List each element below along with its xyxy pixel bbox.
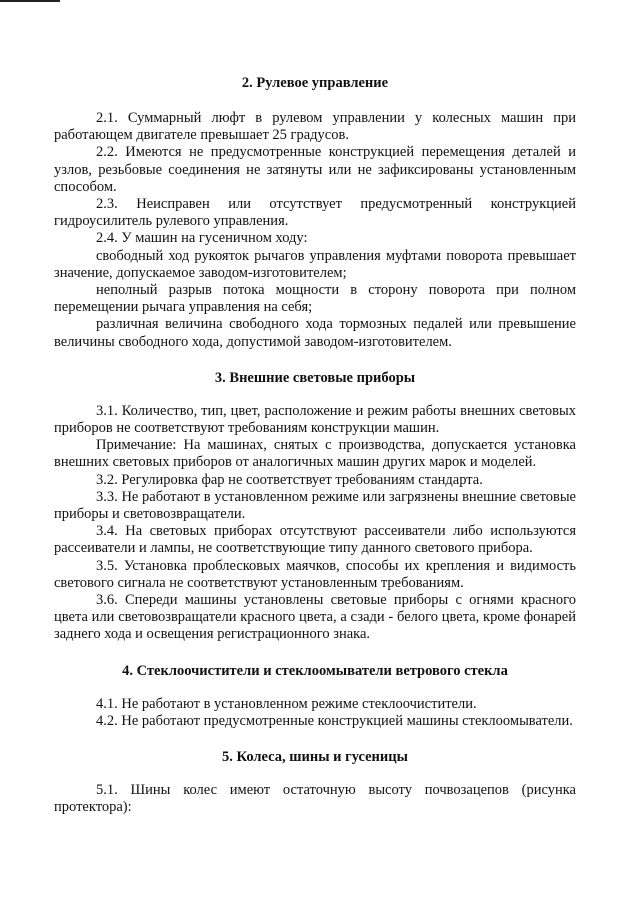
section-heading-wheels: 5. Колеса, шины и гусеницы — [222, 749, 408, 766]
paragraph: 3.1. Количество, тип, цвет, расположение и режим работы внешних световых приборов не соответствуют требованиям конструкции машин. — [54, 402, 576, 437]
paragraph: 4.2. Не работают предусмотренные конструкцией машины стеклоомыватели. — [96, 712, 573, 729]
paragraph: свободный ход рукояток рычагов управления муфтами поворота превышает значение, допускаемое заводом-изготовителем; — [54, 247, 576, 281]
section-heading-steering: 2. Рулевое управление — [241, 75, 389, 91]
paragraph: 3.3. Не работают в установленном режиме или загрязнены внешние световые приборы и световозвращатели. — [54, 488, 576, 523]
paragraph: 2.2. Имеются не предусмотренные конструкцией перемещения деталей и узлов, резьбовые соединения не затянуты или не зафиксированы установленным способом. — [54, 144, 576, 195]
paragraph: неполный разрыв потока мощности в сторону поворота при полном перемещении рычага управления на себя; — [54, 282, 576, 316]
paragraph: Примечание: На машинах, снятых с производства, допускается установка внешних световых приборов от аналогичных машин других марок и моделей. — [54, 437, 576, 471]
paragraph: 3.5. Установка проблесковых маячков, способы их крепления и видимость светового сигнала не соответствуют установленным требованиям. — [54, 557, 576, 591]
paragraph: 2.4. У машин на гусеничном ходу: — [96, 230, 308, 247]
paragraph: 2.1. Суммарный люфт в рулевом управлении у колесных машин при работающем двигателе превышает 25 градусов. — [54, 110, 576, 144]
document-page — [54, 74, 576, 817]
section-heading-lights: 3. Внешние световые приборы — [214, 369, 416, 386]
top-rule — [0, 0, 60, 2]
paragraph: 3.6. Спереди машины установлены световые приборы с огнями красного цвета или световозвращатели красного цвета, а сзади - белого цвета, кроме фонарей заднего хода и освещения регистрационного знака. — [54, 592, 576, 643]
section-heading-wipers: 4. Стеклоочистители и стеклоомыватели ветрового стекла — [122, 662, 508, 679]
paragraph: различная величина свободного хода тормозных педалей или превышение величины свободного хода, допустимой заводом-изготовителем. — [54, 316, 576, 350]
paragraph: 3.4. На световых приборах отсутствуют рассеиватели либо используются рассеиватели и лампы, не соответствующие типу данного светового прибора. — [54, 523, 576, 557]
paragraph: 5.1. Шины колес имеют остаточную высоту почвозацепов (рисунка протектора): — [54, 782, 576, 816]
paragraph: 3.2. Регулировка фар не соответствует требованиям стандарта. — [96, 471, 483, 488]
paragraph: 4.1. Не работают в установленном режиме стеклоочистители. — [96, 695, 477, 712]
paragraph: 2.3. Неисправен или отсутствует предусмотренный конструкцией гидроусилитель рулевого управления. — [54, 196, 576, 230]
